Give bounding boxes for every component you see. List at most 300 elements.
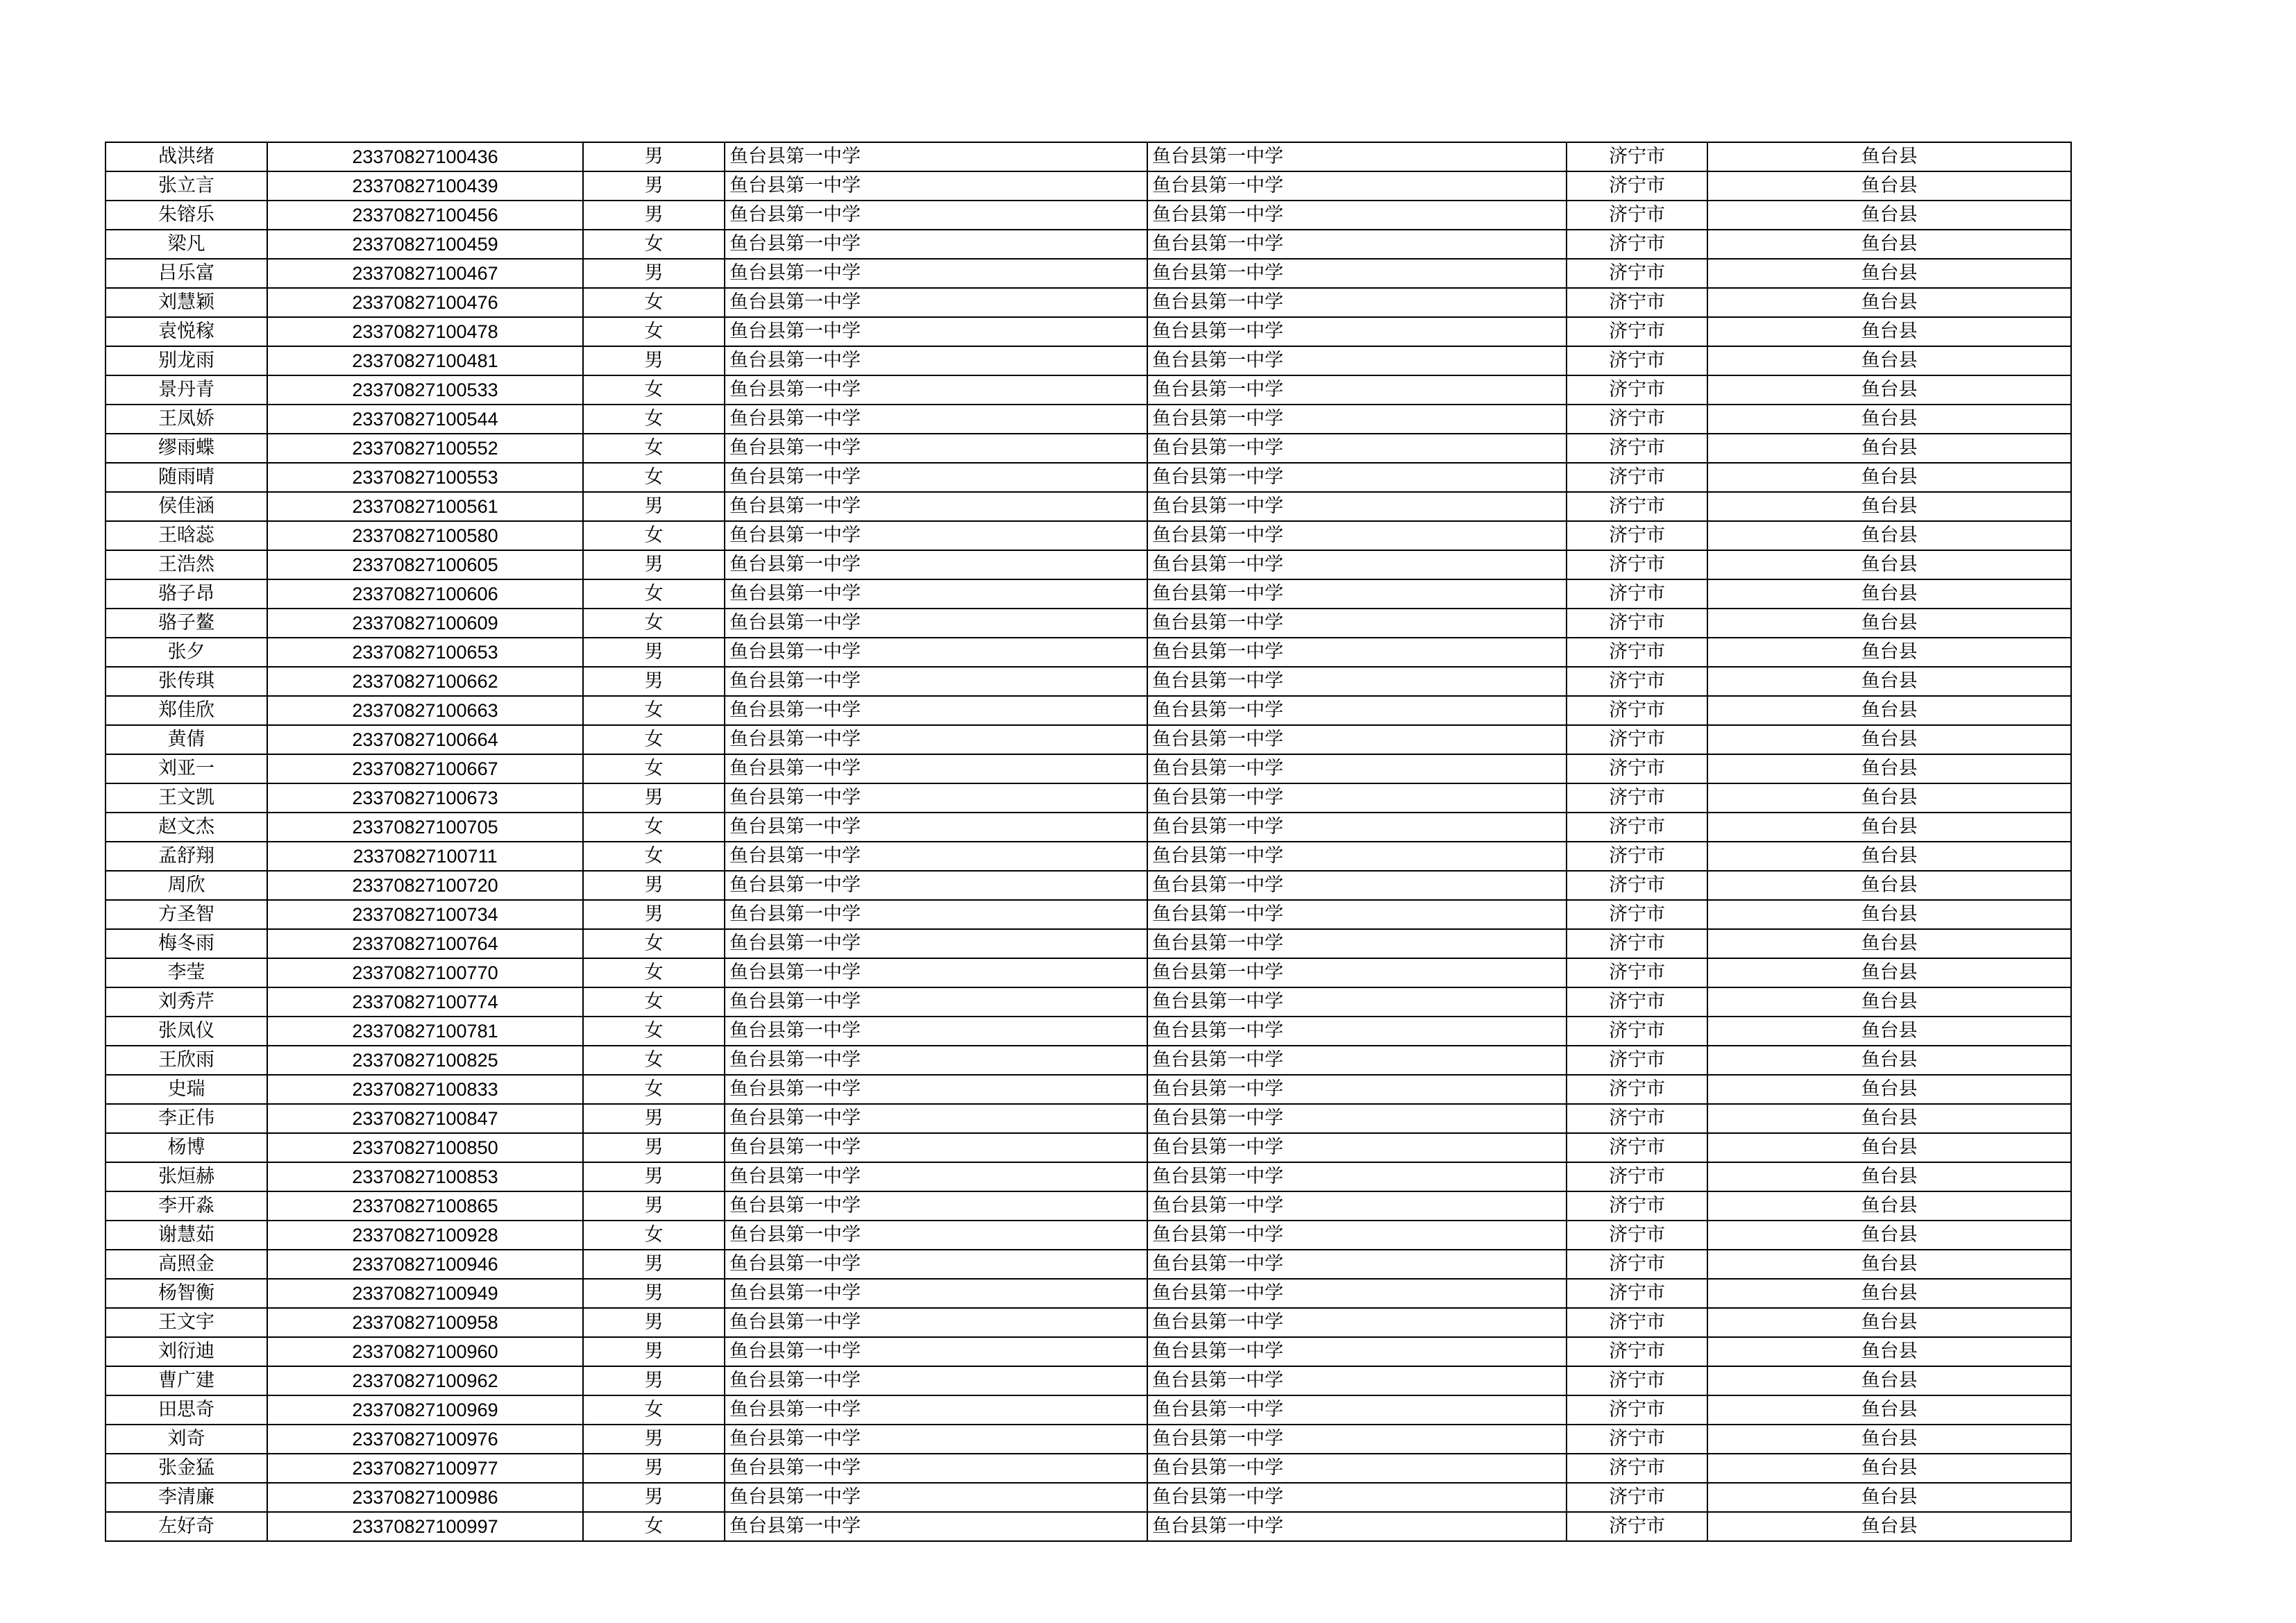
- county-cell: 鱼台县: [1707, 463, 2071, 492]
- city-cell: 济宁市: [1567, 230, 1707, 259]
- school-cell: 鱼台县第一中学: [725, 463, 1147, 492]
- gender-cell: 男: [583, 1308, 725, 1337]
- table-row: [105, 1017, 2071, 1046]
- city-cell: 济宁市: [1567, 1221, 1707, 1250]
- county-cell: 鱼台县: [1707, 317, 2071, 346]
- table-row: [105, 638, 2071, 667]
- school-cell: 鱼台县第一中学: [725, 1395, 1147, 1425]
- county-cell: 鱼台县: [1707, 1366, 2071, 1395]
- student-name-cell: 王文宇: [105, 1308, 267, 1337]
- exam-site-cell: 鱼台县第一中学: [1147, 171, 1567, 201]
- exam-site-cell: 鱼台县第一中学: [1147, 1046, 1567, 1075]
- exam-site-cell: 鱼台县第一中学: [1147, 1017, 1567, 1046]
- gender-cell: 男: [583, 201, 725, 230]
- table-row: [105, 696, 2071, 725]
- exam-number-cell: 23370827100853: [267, 1162, 583, 1191]
- table-row: [105, 725, 2071, 754]
- gender-cell: 女: [583, 375, 725, 405]
- county-cell: 鱼台县: [1707, 958, 2071, 987]
- gender-cell: 女: [583, 813, 725, 842]
- student-name-cell: 骆子鳌: [105, 609, 267, 638]
- table-row: [105, 434, 2071, 463]
- student-name-cell: 刘衍迪: [105, 1337, 267, 1366]
- student-name-cell: 郑佳欣: [105, 696, 267, 725]
- exam-number-cell: 23370827100553: [267, 463, 583, 492]
- student-name-cell: 刘秀芹: [105, 987, 267, 1017]
- student-name-cell: 黄倩: [105, 725, 267, 754]
- table-row: [105, 288, 2071, 317]
- city-cell: 济宁市: [1567, 463, 1707, 492]
- city-cell: 济宁市: [1567, 667, 1707, 696]
- city-cell: 济宁市: [1567, 783, 1707, 813]
- county-cell: 鱼台县: [1707, 1133, 2071, 1162]
- student-name-cell: 高照金: [105, 1250, 267, 1279]
- county-cell: 鱼台县: [1707, 375, 2071, 405]
- city-cell: 济宁市: [1567, 434, 1707, 463]
- table-row: [105, 1308, 2071, 1337]
- exam-number-cell: 23370827100949: [267, 1279, 583, 1308]
- county-cell: 鱼台县: [1707, 754, 2071, 783]
- gender-cell: 女: [583, 521, 725, 550]
- table-row: [105, 463, 2071, 492]
- exam-number-cell: 23370827100663: [267, 696, 583, 725]
- table-row: [105, 230, 2071, 259]
- city-cell: 济宁市: [1567, 1454, 1707, 1483]
- city-cell: 济宁市: [1567, 1046, 1707, 1075]
- exam-number-cell: 23370827100962: [267, 1366, 583, 1395]
- table-row: [105, 259, 2071, 288]
- county-cell: 鱼台县: [1707, 142, 2071, 171]
- school-cell: 鱼台县第一中学: [725, 1162, 1147, 1191]
- school-cell: 鱼台县第一中学: [725, 1425, 1147, 1454]
- exam-site-cell: 鱼台县第一中学: [1147, 929, 1567, 958]
- school-cell: 鱼台县第一中学: [725, 317, 1147, 346]
- student-roster-table: [105, 142, 2072, 1542]
- school-cell: 鱼台县第一中学: [725, 813, 1147, 842]
- exam-number-cell: 23370827100770: [267, 958, 583, 987]
- school-cell: 鱼台县第一中学: [725, 405, 1147, 434]
- exam-number-cell: 23370827100561: [267, 492, 583, 521]
- county-cell: 鱼台县: [1707, 1075, 2071, 1104]
- table-row: [105, 521, 2071, 550]
- county-cell: 鱼台县: [1707, 1191, 2071, 1221]
- school-cell: 鱼台县第一中学: [725, 1017, 1147, 1046]
- school-cell: 鱼台县第一中学: [725, 1454, 1147, 1483]
- city-cell: 济宁市: [1567, 1075, 1707, 1104]
- gender-cell: 女: [583, 405, 725, 434]
- county-cell: 鱼台县: [1707, 1046, 2071, 1075]
- exam-site-cell: 鱼台县第一中学: [1147, 725, 1567, 754]
- school-cell: 鱼台县第一中学: [725, 871, 1147, 900]
- gender-cell: 男: [583, 1279, 725, 1308]
- exam-number-cell: 23370827100705: [267, 813, 583, 842]
- county-cell: 鱼台县: [1707, 842, 2071, 871]
- student-name-cell: 王浩然: [105, 550, 267, 579]
- exam-site-cell: 鱼台县第一中学: [1147, 1512, 1567, 1541]
- table-row: [105, 900, 2071, 929]
- table-row: [105, 1512, 2071, 1541]
- table-row: [105, 1395, 2071, 1425]
- city-cell: 济宁市: [1567, 1308, 1707, 1337]
- school-cell: 鱼台县第一中学: [725, 142, 1147, 171]
- table-row: [105, 492, 2071, 521]
- city-cell: 济宁市: [1567, 1337, 1707, 1366]
- student-name-cell: 曹广建: [105, 1366, 267, 1395]
- student-name-cell: 左好奇: [105, 1512, 267, 1541]
- city-cell: 济宁市: [1567, 638, 1707, 667]
- student-name-cell: 张金猛: [105, 1454, 267, 1483]
- county-cell: 鱼台县: [1707, 171, 2071, 201]
- table-row: [105, 754, 2071, 783]
- exam-site-cell: 鱼台县第一中学: [1147, 521, 1567, 550]
- exam-site-cell: 鱼台县第一中学: [1147, 1483, 1567, 1512]
- school-cell: 鱼台县第一中学: [725, 783, 1147, 813]
- exam-number-cell: 23370827100734: [267, 900, 583, 929]
- city-cell: 济宁市: [1567, 492, 1707, 521]
- gender-cell: 男: [583, 1454, 725, 1483]
- exam-number-cell: 23370827100664: [267, 725, 583, 754]
- school-cell: 鱼台县第一中学: [725, 579, 1147, 609]
- county-cell: 鱼台县: [1707, 725, 2071, 754]
- exam-site-cell: 鱼台县第一中学: [1147, 142, 1567, 171]
- table-row: [105, 842, 2071, 871]
- student-name-cell: 李开淼: [105, 1191, 267, 1221]
- exam-number-cell: 23370827100850: [267, 1133, 583, 1162]
- gender-cell: 男: [583, 492, 725, 521]
- table-row: [105, 1366, 2071, 1395]
- county-cell: 鱼台县: [1707, 1454, 2071, 1483]
- city-cell: 济宁市: [1567, 142, 1707, 171]
- city-cell: 济宁市: [1567, 696, 1707, 725]
- student-name-cell: 王欣雨: [105, 1046, 267, 1075]
- gender-cell: 男: [583, 1250, 725, 1279]
- county-cell: 鱼台县: [1707, 987, 2071, 1017]
- school-cell: 鱼台县第一中学: [725, 201, 1147, 230]
- school-cell: 鱼台县第一中学: [725, 1104, 1147, 1133]
- school-cell: 鱼台县第一中学: [725, 1366, 1147, 1395]
- exam-site-cell: 鱼台县第一中学: [1147, 1075, 1567, 1104]
- table-row: [105, 1250, 2071, 1279]
- gender-cell: 女: [583, 1395, 725, 1425]
- table-row: [105, 1046, 2071, 1075]
- gender-cell: 男: [583, 638, 725, 667]
- student-name-cell: 杨博: [105, 1133, 267, 1162]
- school-cell: 鱼台县第一中学: [725, 987, 1147, 1017]
- gender-cell: 男: [583, 1425, 725, 1454]
- gender-cell: 女: [583, 725, 725, 754]
- gender-cell: 男: [583, 171, 725, 201]
- exam-number-cell: 23370827100456: [267, 201, 583, 230]
- gender-cell: 女: [583, 754, 725, 783]
- student-name-cell: 战洪绪: [105, 142, 267, 171]
- county-cell: 鱼台县: [1707, 900, 2071, 929]
- exam-site-cell: 鱼台县第一中学: [1147, 1279, 1567, 1308]
- student-name-cell: 杨智衡: [105, 1279, 267, 1308]
- county-cell: 鱼台县: [1707, 696, 2071, 725]
- city-cell: 济宁市: [1567, 1017, 1707, 1046]
- table-row: [105, 1133, 2071, 1162]
- gender-cell: 男: [583, 259, 725, 288]
- city-cell: 济宁市: [1567, 550, 1707, 579]
- exam-site-cell: 鱼台县第一中学: [1147, 696, 1567, 725]
- gender-cell: 男: [583, 346, 725, 375]
- exam-number-cell: 23370827100476: [267, 288, 583, 317]
- gender-cell: 女: [583, 696, 725, 725]
- county-cell: 鱼台县: [1707, 434, 2071, 463]
- table-row: [105, 171, 2071, 201]
- gender-cell: 男: [583, 871, 725, 900]
- exam-site-cell: 鱼台县第一中学: [1147, 230, 1567, 259]
- school-cell: 鱼台县第一中学: [725, 638, 1147, 667]
- exam-site-cell: 鱼台县第一中学: [1147, 813, 1567, 842]
- exam-number-cell: 23370827100764: [267, 929, 583, 958]
- city-cell: 济宁市: [1567, 754, 1707, 783]
- exam-number-cell: 23370827100544: [267, 405, 583, 434]
- exam-site-cell: 鱼台县第一中学: [1147, 1337, 1567, 1366]
- school-cell: 鱼台县第一中学: [725, 492, 1147, 521]
- gender-cell: 女: [583, 929, 725, 958]
- county-cell: 鱼台县: [1707, 1104, 2071, 1133]
- gender-cell: 男: [583, 900, 725, 929]
- school-cell: 鱼台县第一中学: [725, 929, 1147, 958]
- gender-cell: 男: [583, 1162, 725, 1191]
- school-cell: 鱼台县第一中学: [725, 230, 1147, 259]
- gender-cell: 男: [583, 550, 725, 579]
- city-cell: 济宁市: [1567, 609, 1707, 638]
- city-cell: 济宁市: [1567, 1366, 1707, 1395]
- school-cell: 鱼台县第一中学: [725, 754, 1147, 783]
- school-cell: 鱼台县第一中学: [725, 725, 1147, 754]
- exam-site-cell: 鱼台县第一中学: [1147, 550, 1567, 579]
- table-row: [105, 1075, 2071, 1104]
- school-cell: 鱼台县第一中学: [725, 1133, 1147, 1162]
- exam-site-cell: 鱼台县第一中学: [1147, 1162, 1567, 1191]
- exam-site-cell: 鱼台县第一中学: [1147, 1250, 1567, 1279]
- county-cell: 鱼台县: [1707, 230, 2071, 259]
- table-row: [105, 783, 2071, 813]
- exam-site-cell: 鱼台县第一中学: [1147, 201, 1567, 230]
- city-cell: 济宁市: [1567, 1425, 1707, 1454]
- table-row: [105, 346, 2071, 375]
- city-cell: 济宁市: [1567, 813, 1707, 842]
- table-row: [105, 813, 2071, 842]
- county-cell: 鱼台县: [1707, 609, 2071, 638]
- gender-cell: 女: [583, 1046, 725, 1075]
- school-cell: 鱼台县第一中学: [725, 667, 1147, 696]
- county-cell: 鱼台县: [1707, 813, 2071, 842]
- exam-site-cell: 鱼台县第一中学: [1147, 1308, 1567, 1337]
- county-cell: 鱼台县: [1707, 1250, 2071, 1279]
- city-cell: 济宁市: [1567, 958, 1707, 987]
- gender-cell: 男: [583, 1104, 725, 1133]
- table-row: [105, 667, 2071, 696]
- county-cell: 鱼台县: [1707, 638, 2071, 667]
- exam-number-cell: 23370827100986: [267, 1483, 583, 1512]
- county-cell: 鱼台县: [1707, 201, 2071, 230]
- student-name-cell: 朱镕乐: [105, 201, 267, 230]
- city-cell: 济宁市: [1567, 725, 1707, 754]
- student-name-cell: 孟舒翔: [105, 842, 267, 871]
- city-cell: 济宁市: [1567, 871, 1707, 900]
- school-cell: 鱼台县第一中学: [725, 1191, 1147, 1221]
- student-name-cell: 李莹: [105, 958, 267, 987]
- exam-site-cell: 鱼台县第一中学: [1147, 1221, 1567, 1250]
- table-row: [105, 201, 2071, 230]
- exam-number-cell: 23370827100653: [267, 638, 583, 667]
- table-row: [105, 871, 2071, 900]
- exam-site-cell: 鱼台县第一中学: [1147, 1425, 1567, 1454]
- school-cell: 鱼台县第一中学: [725, 900, 1147, 929]
- student-name-cell: 吕乐富: [105, 259, 267, 288]
- table-row: [105, 1221, 2071, 1250]
- exam-number-cell: 23370827100667: [267, 754, 583, 783]
- city-cell: 济宁市: [1567, 288, 1707, 317]
- exam-site-cell: 鱼台县第一中学: [1147, 783, 1567, 813]
- school-cell: 鱼台县第一中学: [725, 1221, 1147, 1250]
- exam-number-cell: 23370827100958: [267, 1308, 583, 1337]
- city-cell: 济宁市: [1567, 521, 1707, 550]
- exam-site-cell: 鱼台县第一中学: [1147, 1454, 1567, 1483]
- county-cell: 鱼台县: [1707, 1017, 2071, 1046]
- exam-number-cell: 23370827100436: [267, 142, 583, 171]
- table-row: [105, 1483, 2071, 1512]
- school-cell: 鱼台县第一中学: [725, 171, 1147, 201]
- table-row: [105, 142, 2071, 171]
- city-cell: 济宁市: [1567, 1279, 1707, 1308]
- city-cell: 济宁市: [1567, 171, 1707, 201]
- student-name-cell: 张立言: [105, 171, 267, 201]
- exam-site-cell: 鱼台县第一中学: [1147, 405, 1567, 434]
- student-name-cell: 刘亚一: [105, 754, 267, 783]
- exam-number-cell: 23370827100609: [267, 609, 583, 638]
- exam-number-cell: 23370827100960: [267, 1337, 583, 1366]
- city-cell: 济宁市: [1567, 1250, 1707, 1279]
- school-cell: 鱼台县第一中学: [725, 1046, 1147, 1075]
- exam-number-cell: 23370827100720: [267, 871, 583, 900]
- exam-site-cell: 鱼台县第一中学: [1147, 492, 1567, 521]
- exam-number-cell: 23370827100847: [267, 1104, 583, 1133]
- exam-number-cell: 23370827100976: [267, 1425, 583, 1454]
- city-cell: 济宁市: [1567, 201, 1707, 230]
- school-cell: 鱼台县第一中学: [725, 434, 1147, 463]
- gender-cell: 女: [583, 609, 725, 638]
- exam-site-cell: 鱼台县第一中学: [1147, 609, 1567, 638]
- table-row: [105, 1337, 2071, 1366]
- gender-cell: 女: [583, 288, 725, 317]
- exam-number-cell: 23370827100969: [267, 1395, 583, 1425]
- school-cell: 鱼台县第一中学: [725, 521, 1147, 550]
- city-cell: 济宁市: [1567, 1104, 1707, 1133]
- table-row: [105, 929, 2071, 958]
- exam-site-cell: 鱼台县第一中学: [1147, 375, 1567, 405]
- table-body: [105, 142, 2071, 1541]
- city-cell: 济宁市: [1567, 987, 1707, 1017]
- exam-number-cell: 23370827100977: [267, 1454, 583, 1483]
- student-name-cell: 王凤娇: [105, 405, 267, 434]
- county-cell: 鱼台县: [1707, 871, 2071, 900]
- exam-site-cell: 鱼台县第一中学: [1147, 1133, 1567, 1162]
- school-cell: 鱼台县第一中学: [725, 1075, 1147, 1104]
- table-row: [105, 1454, 2071, 1483]
- gender-cell: 男: [583, 1337, 725, 1366]
- student-name-cell: 赵文杰: [105, 813, 267, 842]
- city-cell: 济宁市: [1567, 405, 1707, 434]
- exam-site-cell: 鱼台县第一中学: [1147, 1395, 1567, 1425]
- student-name-cell: 王晗蕊: [105, 521, 267, 550]
- exam-number-cell: 23370827100997: [267, 1512, 583, 1541]
- exam-number-cell: 23370827100833: [267, 1075, 583, 1104]
- exam-site-cell: 鱼台县第一中学: [1147, 288, 1567, 317]
- school-cell: 鱼台县第一中学: [725, 609, 1147, 638]
- exam-number-cell: 23370827100774: [267, 987, 583, 1017]
- student-name-cell: 李正伟: [105, 1104, 267, 1133]
- exam-number-cell: 23370827100865: [267, 1191, 583, 1221]
- city-cell: 济宁市: [1567, 317, 1707, 346]
- exam-site-cell: 鱼台县第一中学: [1147, 1191, 1567, 1221]
- student-name-cell: 骆子昂: [105, 579, 267, 609]
- exam-site-cell: 鱼台县第一中学: [1147, 987, 1567, 1017]
- gender-cell: 男: [583, 1133, 725, 1162]
- gender-cell: 女: [583, 230, 725, 259]
- exam-number-cell: 23370827100481: [267, 346, 583, 375]
- county-cell: 鱼台县: [1707, 288, 2071, 317]
- table-row: [105, 987, 2071, 1017]
- exam-number-cell: 23370827100467: [267, 259, 583, 288]
- table-row: [105, 609, 2071, 638]
- city-cell: 济宁市: [1567, 1162, 1707, 1191]
- exam-number-cell: 23370827100673: [267, 783, 583, 813]
- county-cell: 鱼台县: [1707, 1425, 2071, 1454]
- county-cell: 鱼台县: [1707, 492, 2071, 521]
- student-name-cell: 随雨晴: [105, 463, 267, 492]
- exam-number-cell: 23370827100825: [267, 1046, 583, 1075]
- school-cell: 鱼台县第一中学: [725, 550, 1147, 579]
- exam-site-cell: 鱼台县第一中学: [1147, 259, 1567, 288]
- exam-number-cell: 23370827100439: [267, 171, 583, 201]
- exam-site-cell: 鱼台县第一中学: [1147, 638, 1567, 667]
- exam-site-cell: 鱼台县第一中学: [1147, 463, 1567, 492]
- exam-number-cell: 23370827100580: [267, 521, 583, 550]
- school-cell: 鱼台县第一中学: [725, 1250, 1147, 1279]
- school-cell: 鱼台县第一中学: [725, 259, 1147, 288]
- table-row: [105, 1279, 2071, 1308]
- county-cell: 鱼台县: [1707, 405, 2071, 434]
- exam-site-cell: 鱼台县第一中学: [1147, 667, 1567, 696]
- county-cell: 鱼台县: [1707, 1395, 2071, 1425]
- gender-cell: 女: [583, 434, 725, 463]
- gender-cell: 女: [583, 1017, 725, 1046]
- table-row: [105, 405, 2071, 434]
- gender-cell: 女: [583, 958, 725, 987]
- school-cell: 鱼台县第一中学: [725, 1512, 1147, 1541]
- table-row: [105, 1191, 2071, 1221]
- student-name-cell: 张凤仪: [105, 1017, 267, 1046]
- exam-site-cell: 鱼台县第一中学: [1147, 1104, 1567, 1133]
- exam-number-cell: 23370827100662: [267, 667, 583, 696]
- student-name-cell: 方圣智: [105, 900, 267, 929]
- city-cell: 济宁市: [1567, 1395, 1707, 1425]
- student-name-cell: 张传琪: [105, 667, 267, 696]
- gender-cell: 女: [583, 842, 725, 871]
- city-cell: 济宁市: [1567, 842, 1707, 871]
- student-name-cell: 谢慧茹: [105, 1221, 267, 1250]
- county-cell: 鱼台县: [1707, 783, 2071, 813]
- exam-site-cell: 鱼台县第一中学: [1147, 958, 1567, 987]
- exam-site-cell: 鱼台县第一中学: [1147, 317, 1567, 346]
- gender-cell: 女: [583, 1512, 725, 1541]
- school-cell: 鱼台县第一中学: [725, 1279, 1147, 1308]
- table-row: [105, 317, 2071, 346]
